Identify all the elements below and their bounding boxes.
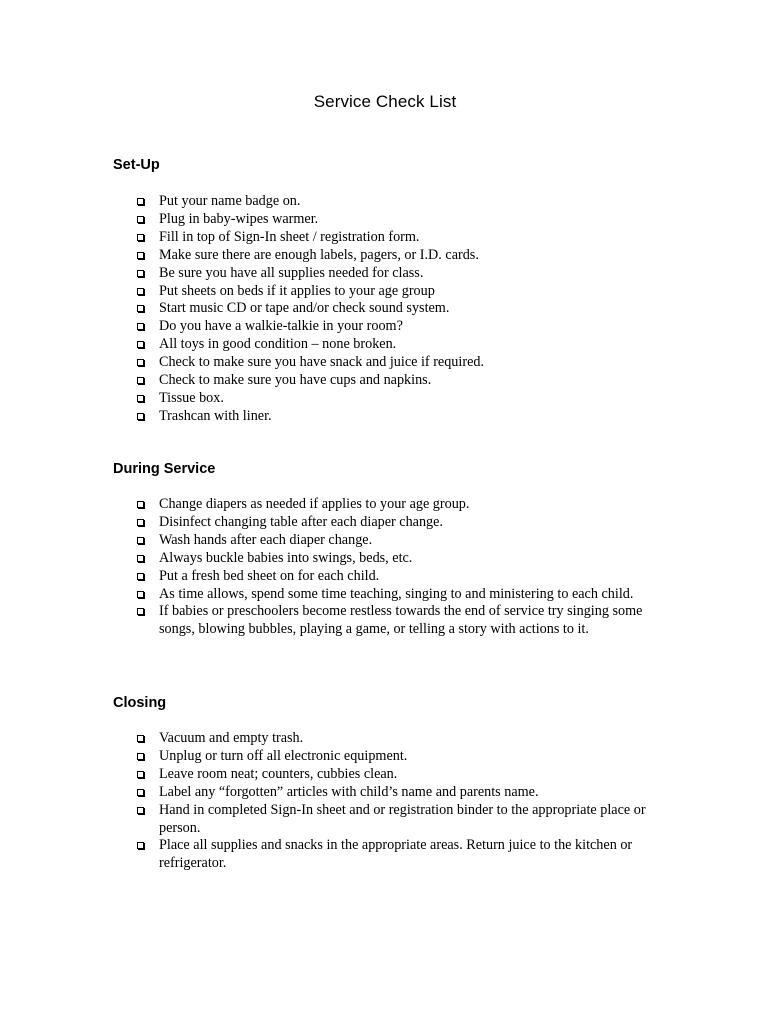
checklist-item xyxy=(0,784,770,802)
checkbox-icon xyxy=(137,591,144,598)
checklist-item-text: Vacuum and empty trash. xyxy=(159,730,304,746)
checklist-item-text: Put your name badge on. xyxy=(159,193,301,209)
checklist-item xyxy=(0,550,770,568)
checklist-item xyxy=(0,283,770,301)
checkbox-icon xyxy=(137,216,144,223)
checkbox-icon xyxy=(137,807,144,814)
checkbox-icon xyxy=(137,537,144,544)
checklist-item-text: Make sure there are enough labels, pagers, or I.D. cards. xyxy=(159,246,479,263)
checklist-item-text: Do you have a walkie-talkie in your room? xyxy=(159,318,403,335)
checkbox-icon xyxy=(137,608,144,615)
checklist-item xyxy=(0,766,770,784)
checklist-item-text: Put a fresh bed sheet on for each child. xyxy=(159,567,380,584)
checklist-item-text: Trashcan with liner. xyxy=(159,407,272,424)
checklist-item xyxy=(0,229,770,247)
checkbox-icon xyxy=(137,377,144,384)
checkbox-icon xyxy=(137,198,144,205)
checkbox-icon xyxy=(137,771,144,778)
checklist-item-text: Put sheets on beds if it applies to your age group xyxy=(159,282,435,299)
checkbox-icon xyxy=(137,753,144,760)
checkbox-icon xyxy=(137,573,144,580)
checklist-item-text: Leave room neat; counters, cubbies clean. xyxy=(159,765,398,782)
checklist-item xyxy=(0,372,770,390)
checklist-item xyxy=(0,300,770,318)
checklist-item xyxy=(0,318,770,336)
checklist-item-text: Change diapers as needed if applies to your age group. xyxy=(159,496,470,512)
checklist-item xyxy=(0,837,770,873)
checkbox-icon xyxy=(137,341,144,348)
checklist-item-text: Start music CD or tape and/or check sound system. xyxy=(159,300,450,317)
checklist-item xyxy=(0,354,770,372)
checklist-item xyxy=(0,568,770,586)
checklist-item xyxy=(0,390,770,408)
checklist-item xyxy=(0,336,770,354)
checklist-item-text: Check to make sure you have snack and juice if required. xyxy=(159,354,485,371)
checkbox-icon xyxy=(137,413,144,420)
checklist-item-text: Tissue box. xyxy=(159,389,224,406)
checklist-item xyxy=(0,748,770,766)
checkbox-icon xyxy=(137,842,144,849)
checklist-item-text: All toys in good condition – none broken. xyxy=(159,336,397,353)
checklist-item xyxy=(0,496,770,514)
checklist-item-text: Disinfect changing table after each diaper change. xyxy=(159,513,443,530)
checkbox-icon xyxy=(137,288,144,295)
checkbox-icon xyxy=(137,789,144,796)
checkbox-icon xyxy=(137,501,144,508)
checklist-item-text: Label any “forgotten” articles with child’s name and parents name. xyxy=(159,783,539,800)
checklist-item xyxy=(0,532,770,550)
page-title: Service Check List xyxy=(313,92,457,111)
checkbox-icon xyxy=(137,234,144,241)
checklist-item-text: Be sure you have all supplies needed for class. xyxy=(159,264,424,281)
checklist-item-text: Hand in completed Sign-In sheet and or registration binder to the appropriate place or person. xyxy=(159,801,646,836)
checklist-item-text: If babies or preschoolers become restless towards the end of service try singing some songs, blowing bubbles, playing a game, or telling a story with actions to it. xyxy=(159,603,643,638)
checkbox-icon xyxy=(137,359,144,366)
checklist-setup xyxy=(0,193,770,426)
checklist-item xyxy=(0,211,770,229)
checklist-item-text: Always buckle babies into swings, beds, etc. xyxy=(159,549,413,566)
checklist-closing xyxy=(0,730,770,873)
checkbox-icon xyxy=(137,555,144,562)
checkbox-icon xyxy=(137,323,144,330)
checkbox-icon xyxy=(137,395,144,402)
checklist-item-text: Wash hands after each diaper change. xyxy=(159,531,373,548)
checkbox-icon xyxy=(137,735,144,742)
checklist-item xyxy=(0,193,770,211)
checklist-item xyxy=(0,802,770,838)
checkbox-icon xyxy=(137,252,144,259)
checklist-item xyxy=(0,730,770,748)
checkbox-icon xyxy=(137,305,144,312)
checklist-item xyxy=(0,265,770,283)
section-heading-setup: Set-Up xyxy=(113,157,160,173)
checkbox-icon xyxy=(137,519,144,526)
checkbox-icon xyxy=(137,270,144,277)
checklist-item-text: Plug in baby-wipes warmer. xyxy=(159,210,319,227)
checklist-item-text: Check to make sure you have cups and napkins. xyxy=(159,372,432,389)
checklist-item xyxy=(0,603,770,639)
checklist-item xyxy=(0,586,770,604)
checklist-item-text: Place all supplies and snacks in the appropriate areas. Return juice to the kitchen or refrigerator. xyxy=(159,837,633,872)
checklist-item-text: Unplug or turn off all electronic equipment. xyxy=(159,747,408,764)
section-heading-closing: Closing xyxy=(113,695,167,711)
checklist-item xyxy=(0,514,770,532)
checklist-during-service xyxy=(0,496,770,639)
checklist-item-text: As time allows, spend some time teaching, singing to and ministering to each child. xyxy=(159,585,634,602)
checklist-item-text: Fill in top of Sign-In sheet / registration form. xyxy=(159,228,420,245)
checklist-item xyxy=(0,247,770,265)
section-heading-during-service: During Service xyxy=(113,461,216,477)
checklist-item xyxy=(0,408,770,426)
